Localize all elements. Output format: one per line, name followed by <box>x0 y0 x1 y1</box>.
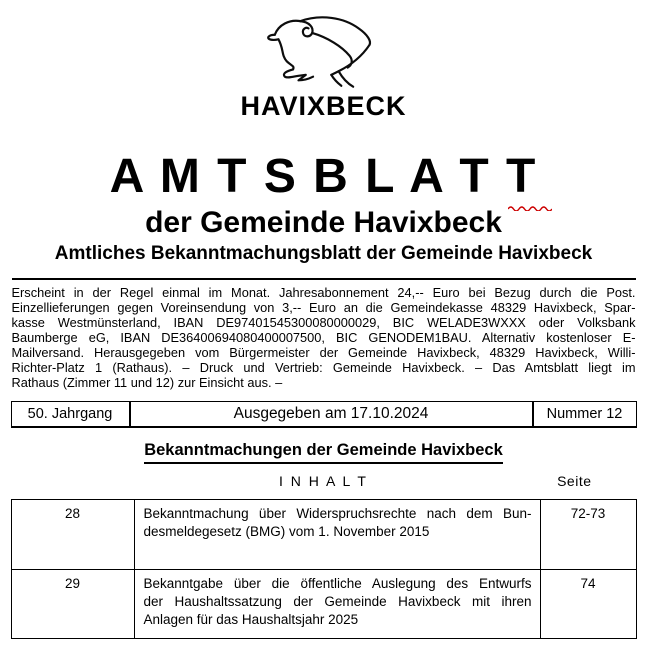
imprint-line: Richter-Platz 1 (Rathaus). – Druck und Vertrieb: Gemeinde Havixbeck. – Das Amtsblatt liegt im <box>11 360 636 375</box>
imprint-line: kasse Westmünsterland, IBAN DE97401545300080000029, BIC WELADE3WXXX oder Volksbank <box>11 315 636 330</box>
contents-table <box>11 499 637 639</box>
issue-number-label: Nummer 12 <box>546 406 623 422</box>
municipality-logo <box>0 0 647 120</box>
gazette-subtitle: der Gemeinde Havixbeck <box>145 206 502 239</box>
contents-heading: Bekanntmachungen der Gemeinde Havixbeck <box>0 441 647 464</box>
item-pages: 74 <box>580 576 596 591</box>
item-title: Bekanntgabe über die öffentliche Auslegung des Entwurfs der Haushaltssatzung der Gemeinde Havixbeck mit ihren Anlagen für das Haushaltsjahr 2025 <box>135 570 541 638</box>
index-header-row <box>12 472 636 490</box>
table-row <box>12 500 636 569</box>
gazette-subsubtitle: Amtliches Bekanntmachungsblatt der Gemeinde Havixbeck <box>54 243 593 264</box>
imprint-paragraph <box>12 285 636 390</box>
imprint-line: Rathaus (Zimmer 11 und 12) zur Einsicht aus. – <box>11 375 283 390</box>
table-row <box>12 569 636 638</box>
horizontal-rule <box>12 278 636 280</box>
item-title: Bekanntmachung über Widerspruchsrechte nach dem Bun- desmeldegesetz (BMG) vom 1. November 2015 <box>135 500 541 569</box>
item-number: 29 <box>12 570 135 638</box>
logo-wordmark: HAVIXBECK <box>240 91 407 121</box>
seite-label: Seite <box>557 473 592 489</box>
falcon-icon <box>249 12 399 94</box>
imprint-line: Baumberge eG, IBAN DE36400694080400007500, BIC GENODEM1BAU. Alternativ kostenloser E- <box>11 330 636 345</box>
imprint-line: Einzellieferungen gegen Voreinsendung von 3,-- Euro an die Gemeindekasse 48329 Havixbeck, Spar- <box>11 300 636 315</box>
gazette-title: A M T S B L A T T <box>109 150 538 203</box>
item-pages: 72-73 <box>570 506 606 521</box>
spellcheck-squiggle-icon <box>508 205 552 211</box>
imprint-line: Erscheint in der Regel einmal im Monat. Jahresabonnement 24,-- Euro bei Bezug durch die Post. <box>11 285 636 300</box>
item-number: 28 <box>12 500 135 569</box>
volume-label: 50. Jahrgang <box>27 406 113 422</box>
imprint-line: Mailversand. Herausgegeben vom Bürgermeister der Gemeinde Havixbeck, 48329 Havixbeck, Willi- <box>11 345 636 360</box>
issue-date-label: Ausgegeben am 17.10.2024 <box>129 402 534 426</box>
inhalt-label: I N H A L T <box>279 473 368 489</box>
issue-info-bar <box>11 401 637 428</box>
